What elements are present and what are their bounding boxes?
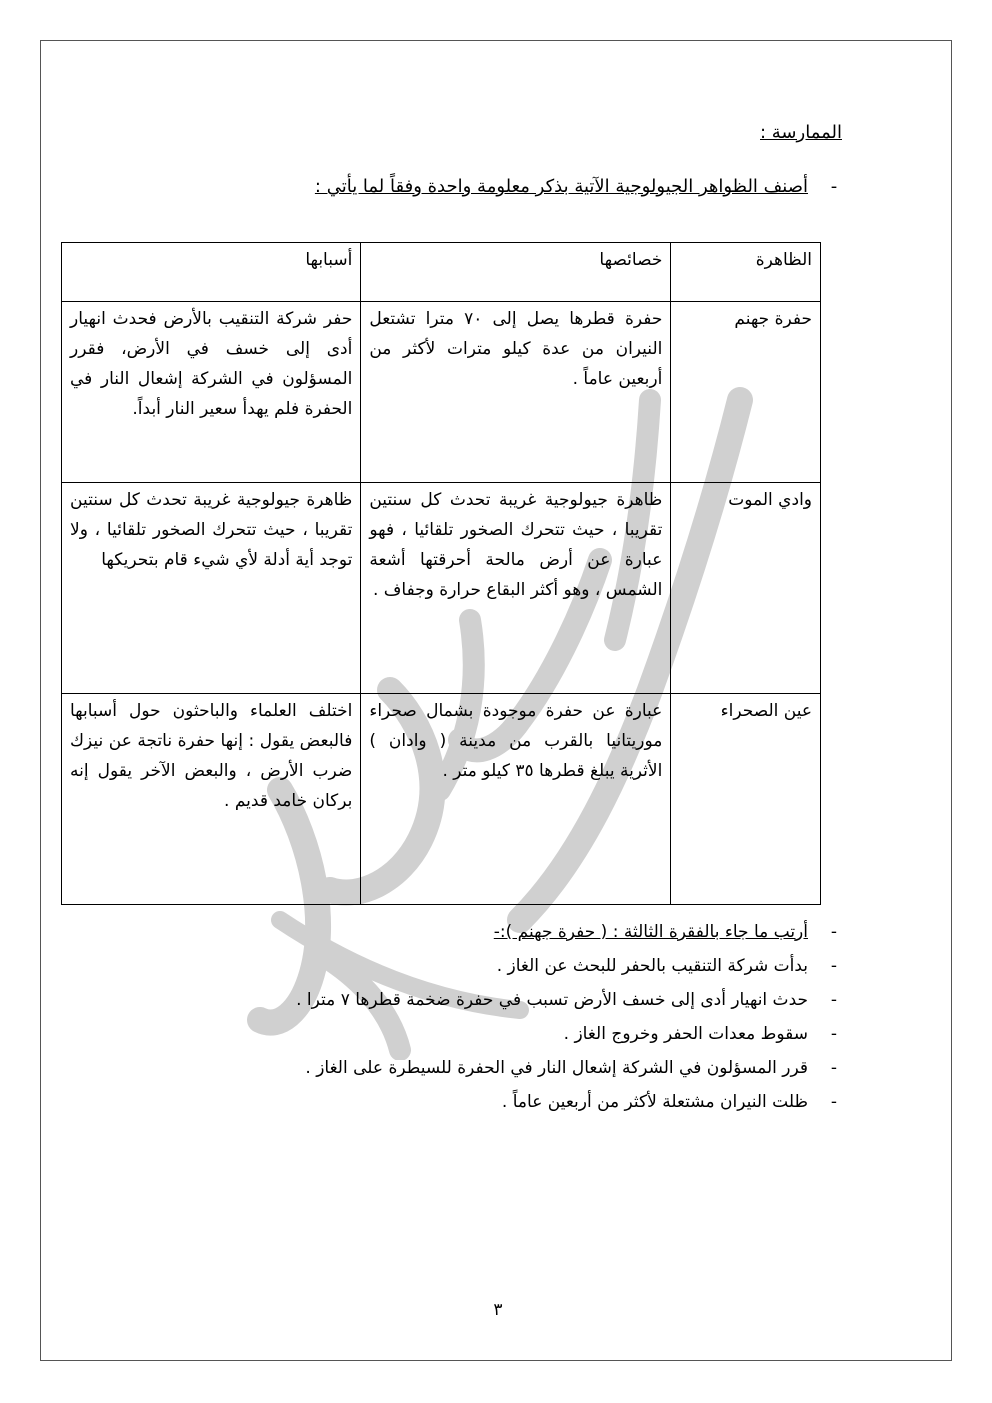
phenomenon-features: ظاهرة جيولوجية غريبة تحدث كل سنتين تقريبا ، حيث تتحرك الصخور تلقائيا ، فهو عبارة عن أرض مالحة أحرقتها أشعة الشمس ، وهو أكثر البقاع حرارة وجفاف . — [361, 483, 671, 694]
list-item-text: ظلت النيران مشتعلة لأكثر من أربعين عاماً . — [501, 1092, 808, 1112]
list-item — [152, 1092, 842, 1126]
ordering-heading — [152, 922, 842, 956]
instruction-text: أصنف الظواهر الجيولوجية الآتية بذكر معلومة واحدة وفقاً لما يأتي : — [314, 176, 808, 197]
header-phenomenon: الظاهرة — [671, 243, 821, 302]
instruction-line — [315, 176, 842, 197]
list-item-text: حدث انهيار أدى إلى خسف الأرض تسبب في حفرة ضخمة قطرها ٧ مترا . — [296, 990, 808, 1010]
list-item-text: بدأت شركة التنقيب بالحفر للبحث عن الغاز . — [496, 956, 808, 976]
table-header-row — [62, 243, 821, 302]
list-item-text: قرر المسؤلون في الشركة إشعال النار في الحفرة للسيطرة على الغاز . — [305, 1058, 808, 1078]
bullet-dash: - — [830, 176, 838, 197]
phenomenon-features: عبارة عن حفرة موجودة بشمال صحراء موريتانيا بالقرب من مدينة ( وادان ) الأثرية يبلغ قطرها ٣٥ كيلو متر . — [361, 694, 671, 905]
list-item — [152, 1058, 842, 1092]
phenomenon-causes: ظاهرة جيولوجية غريبة تحدث كل سنتين تقريبا ، حيث تتحرك الصخور تلقائيا ، ولا توجد أية أدلة لأي شيء قام بتحريكها — [62, 483, 361, 694]
phenomenon-features: حفرة قطرها يصل إلى ٧٠ مترا تشتعل النيران من عدة كيلو مترات لأكثر من أربعين عاماً . — [361, 302, 671, 483]
list-item — [152, 956, 842, 990]
table-row — [62, 302, 821, 483]
phenomena-table — [61, 242, 821, 905]
bullet-dash: - — [830, 922, 838, 942]
page-number: ٣ — [493, 1300, 503, 1320]
list-item-text: سقوط معدات الحفر وخروج الغاز . — [563, 1024, 808, 1044]
header-features: خصائصها — [361, 243, 671, 302]
phenomenon-name: حفرة جهنم — [671, 302, 821, 483]
phenomenon-causes: حفر شركة التنقيب بالأرض فحدث انهيار أدى إلى خسف في الأرض، فقرر المسؤلون في الشركة إشعال النار في الحفرة فلم يهدأ سعير النار أبداً. — [62, 302, 361, 483]
table-row — [62, 483, 821, 694]
header-causes: أسبابها — [62, 243, 361, 302]
phenomenon-causes: اختلف العلماء والباحثون حول أسبابها فالبعض يقول : إنها حفرة ناتجة عن نيزك ضرب الأرض ، والبعض الآخر يقول إنه بركان خامد قديم . — [62, 694, 361, 905]
ordering-heading-text: أرتب ما جاء بالفقرة الثالثة : ( حفرة جهنم ):- — [493, 922, 808, 942]
bullet-dash: - — [830, 1092, 838, 1112]
list-item — [152, 1024, 842, 1058]
section-title: الممارسة : — [760, 122, 842, 143]
bullet-dash: - — [830, 1024, 838, 1044]
phenomenon-name: وادي الموت — [671, 483, 821, 694]
bullet-dash: - — [830, 1058, 838, 1078]
bullet-dash: - — [830, 990, 838, 1010]
table-row — [62, 694, 821, 905]
phenomenon-name: عين الصحراء — [671, 694, 821, 905]
ordering-list — [152, 922, 842, 1126]
list-item — [152, 990, 842, 1024]
bullet-dash: - — [830, 956, 838, 976]
